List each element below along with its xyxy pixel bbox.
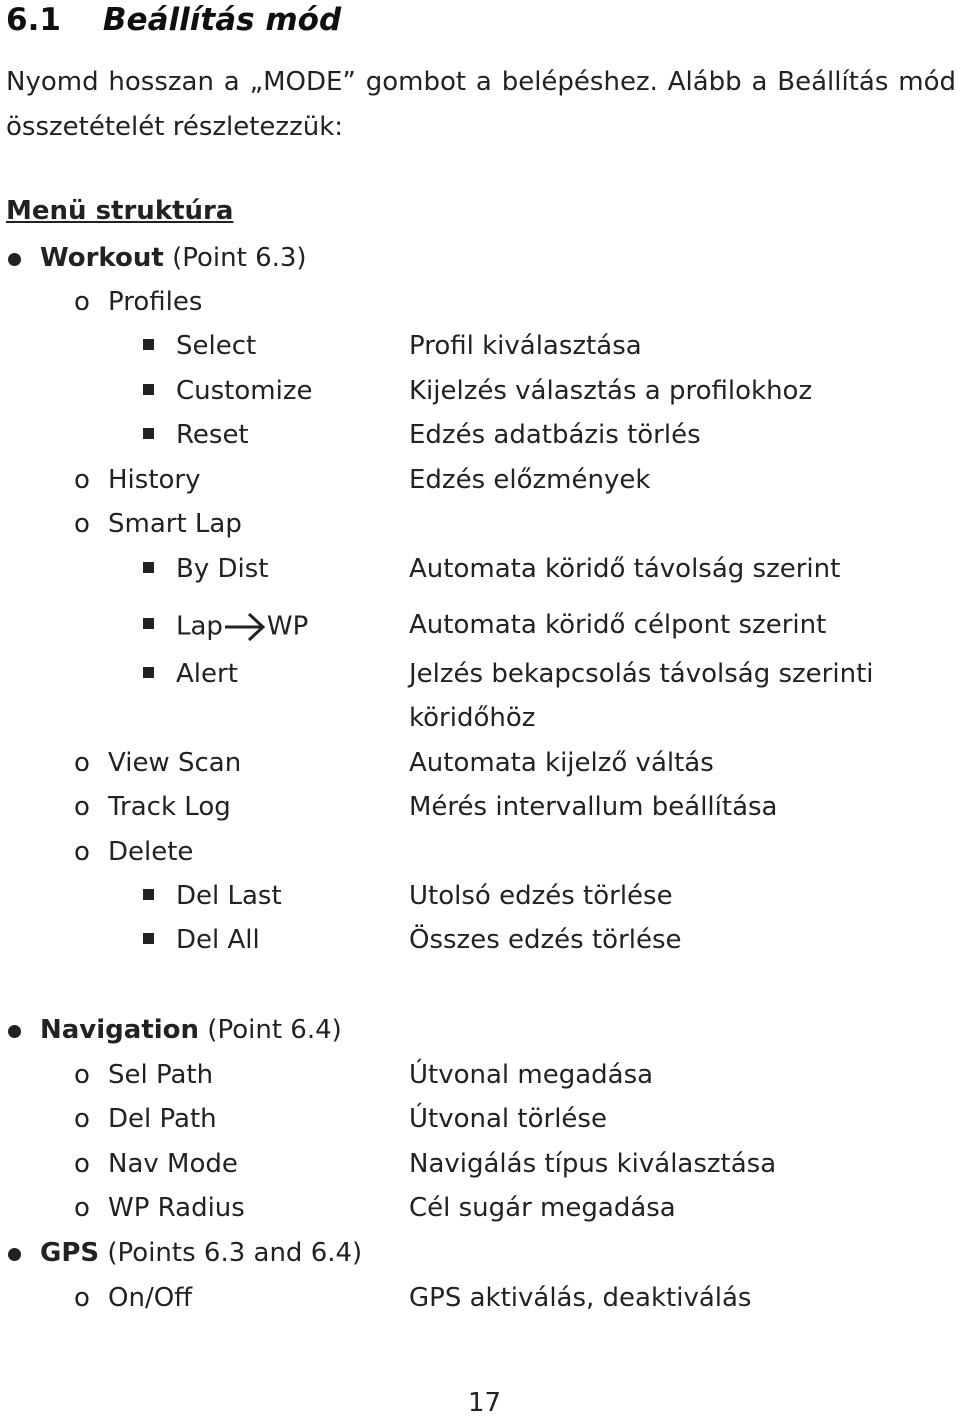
list-item-customize [0, 376, 960, 416]
list-item-history [0, 465, 960, 505]
list-item-navigation [0, 1015, 960, 1055]
square-bullet-icon [143, 384, 154, 395]
o-bullet-icon: o [74, 1193, 90, 1223]
o-bullet-icon: o [74, 509, 90, 539]
o-bullet-icon: o [74, 837, 90, 867]
list-item-delete [0, 837, 960, 877]
lap-label: Lap [176, 611, 223, 642]
gps-label: GPS [40, 1238, 100, 1268]
navigation-ref: (Point 6.4) [199, 1015, 342, 1045]
list-item-del-all [0, 925, 960, 965]
reset-desc: Edzés adatbázis törlés [409, 420, 701, 450]
o-bullet-icon: o [74, 1060, 90, 1090]
square-bullet-icon [143, 428, 154, 439]
wp-radius-label: WP Radius [108, 1193, 245, 1223]
o-bullet-icon: o [74, 1104, 90, 1134]
list-item-lap-wp [0, 610, 960, 650]
list-item-on-off [0, 1283, 960, 1323]
sel-path-desc: Útvonal megadása [409, 1060, 654, 1090]
workout-ref: (Point 6.3) [163, 243, 307, 273]
o-bullet-icon: o [74, 792, 90, 822]
square-bullet-icon [143, 889, 154, 900]
on-off-desc: GPS aktiválás, deaktiválás [409, 1283, 752, 1313]
history-desc: Edzés előzmények [409, 465, 651, 495]
bullet-icon [8, 1248, 21, 1261]
list-item-view-scan [0, 748, 960, 788]
list-item-del-path [0, 1104, 960, 1144]
alert-label: Alert [176, 659, 238, 689]
list-item-reset [0, 420, 960, 460]
list-item-smart-lap [0, 509, 960, 549]
alert-desc-line-1: Jelzés bekapcsolás távolság szerinti [409, 659, 874, 689]
list-item-workout [0, 243, 960, 283]
gps-ref: (Points 6.3 and 6.4) [99, 1238, 363, 1268]
select-desc: Profil kiválasztása [409, 331, 642, 361]
sel-path-label: Sel Path [108, 1060, 214, 1090]
customize-desc: Kijelzés választás a profilokhoz [409, 376, 813, 406]
square-bullet-icon [143, 339, 154, 350]
list-item-wp-radius [0, 1193, 960, 1233]
wp-label: WP [266, 611, 309, 642]
section-title: Beállítás mód [102, 2, 342, 38]
nav-mode-desc: Navigálás típus kiválasztása [409, 1149, 777, 1179]
profiles-label: Profiles [108, 287, 203, 317]
square-bullet-icon [143, 667, 154, 678]
square-bullet-icon [143, 618, 154, 629]
alert-desc-line-2: köridőhöz [409, 703, 536, 733]
section-heading [6, 2, 341, 38]
nav-mode-label: Nav Mode [108, 1149, 238, 1179]
list-item-by-dist [0, 554, 960, 594]
view-scan-desc: Automata kijelző váltás [409, 748, 714, 778]
lap-wp-desc: Automata köridő célpont szerint [409, 610, 827, 640]
select-label: Select [176, 331, 257, 361]
del-all-label: Del All [176, 925, 260, 955]
on-off-label: On/Off [108, 1283, 193, 1313]
wp-radius-desc: Cél sugár megadása [409, 1193, 676, 1223]
navigation-label: Navigation [40, 1015, 200, 1045]
list-item-del-last [0, 881, 960, 921]
o-bullet-icon: o [74, 287, 90, 317]
square-bullet-icon [143, 933, 154, 944]
list-item-nav-mode [0, 1149, 960, 1189]
del-all-desc: Összes edzés törlése [409, 925, 682, 955]
list-item-alert [0, 659, 960, 699]
lap-wp-label [176, 610, 308, 644]
del-last-label: Del Last [176, 881, 282, 911]
del-path-desc: Útvonal törlése [409, 1104, 607, 1134]
del-path-label: Del Path [108, 1104, 217, 1134]
list-item-sel-path [0, 1060, 960, 1100]
list-item-alert-cont [0, 703, 960, 743]
workout-label: Workout [40, 243, 164, 273]
customize-label: Customize [176, 376, 313, 406]
view-scan-label: View Scan [108, 748, 242, 778]
right-arrow-icon [223, 610, 267, 644]
menu-structure-title: Menü struktúra [6, 196, 234, 226]
list-item-select [0, 331, 960, 371]
section-number: 6.1 [6, 2, 61, 38]
list-item-gps [0, 1238, 960, 1278]
delete-label: Delete [108, 837, 194, 867]
o-bullet-icon: o [74, 465, 90, 495]
list-item-profiles [0, 287, 960, 327]
reset-label: Reset [176, 420, 249, 450]
track-log-label: Track Log [108, 792, 231, 822]
del-last-desc: Utolsó edzés törlése [409, 881, 673, 911]
o-bullet-icon: o [74, 1149, 90, 1179]
track-log-desc: Mérés intervallum beállítása [409, 792, 778, 822]
square-bullet-icon [143, 562, 154, 573]
bullet-icon [8, 253, 21, 266]
page-number: 17 [468, 1388, 502, 1418]
bullet-icon [8, 1025, 21, 1038]
by-dist-desc: Automata köridő távolság szerint [409, 554, 841, 584]
intro-paragraph: Nyomd hosszan a „MODE” gombot a belépéshez. Alább a Beállítás mód összetételét részletezzük: [6, 67, 956, 142]
history-label: History [108, 465, 201, 495]
by-dist-label: By Dist [176, 554, 269, 584]
o-bullet-icon: o [74, 748, 90, 778]
smart-lap-label: Smart Lap [108, 509, 242, 539]
list-item-track-log [0, 792, 960, 832]
o-bullet-icon: o [74, 1283, 90, 1313]
